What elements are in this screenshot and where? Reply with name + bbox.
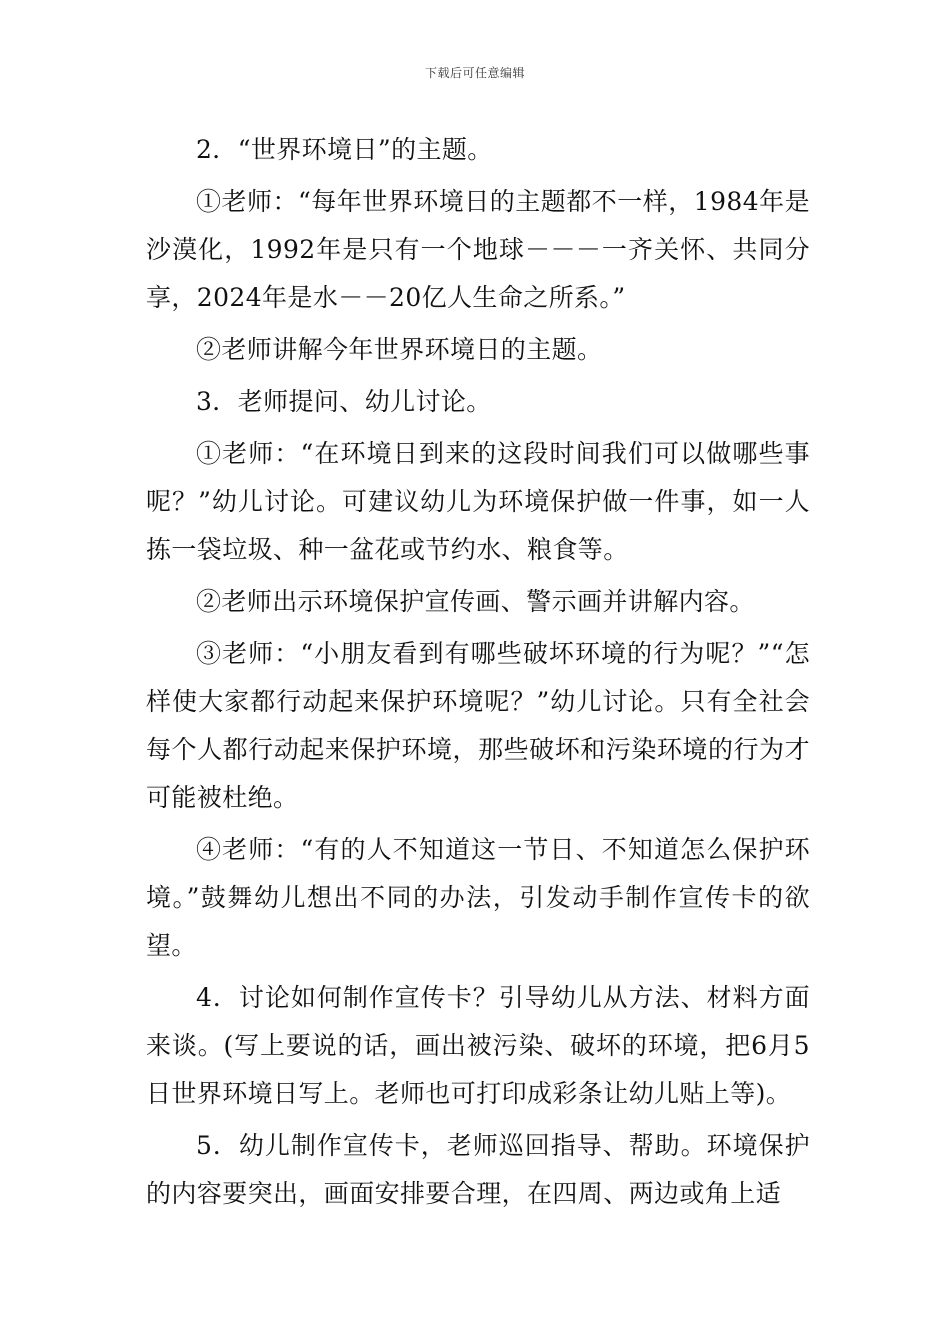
paragraph-card-making: 5．幼儿制作宣传卡，老师巡回指导、帮助。环境保护的内容要突出，画面安排要合理，在四周、两边或角上适 (146, 1131, 810, 1208)
paragraph-card-discussion: 4．讨论如何制作宣传卡？引导幼儿从方法、材料方面来谈。(写上要说的话，画出被污染、破坏的环境，把6月5日世界环境日写上。老师也可打印成彩条让幼儿贴上等)。 (146, 983, 810, 1108)
paragraph-discussion-question: ①老师：“在环境日到来的这段时间我们可以做哪些事呢？”幼儿讨论。可建议幼儿为环境保护做一件事，如一人拣一袋垃圾、种一盆花或节约水、粮食等。 (146, 439, 810, 564)
paragraph-poster-display: ②老师出示环境保护宣传画、警示画并讲解内容。 (196, 587, 755, 616)
document-body (146, 126, 810, 1222)
paragraph-theme-history: ①老师：“每年世界环境日的主题都不一样，1984年是沙漠化，1992年是只有一个地球－－－一齐关怀、共同分享，2024年是水－－20亿人生命之所系。” (146, 187, 810, 312)
paragraph-discussion-heading: 3．老师提问、幼儿讨论。 (196, 387, 492, 416)
paragraph-theme-heading: 2．“世界环境日”的主题。 (196, 135, 493, 164)
paragraph-destructive-behavior: ③老师：“小朋友看到有哪些破坏环境的行为呢？”“怎样使大家都行动起来保护环境呢？”幼儿讨论。只有全社会每个人都行动起来保护环境，那些破坏和污染环境的行为才可能被杜绝。 (146, 639, 810, 812)
paragraph-encourage-ideas: ④老师：“有的人不知道这一节日、不知道怎么保护环境。”鼓舞幼儿想出不同的办法，引发动手制作宣传卡的欲 望。 (146, 835, 810, 960)
page-header-note: 下载后可任意编辑 (424, 66, 525, 80)
paragraph-theme-this-year: ②老师讲解今年世界环境日的主题。 (196, 335, 603, 364)
